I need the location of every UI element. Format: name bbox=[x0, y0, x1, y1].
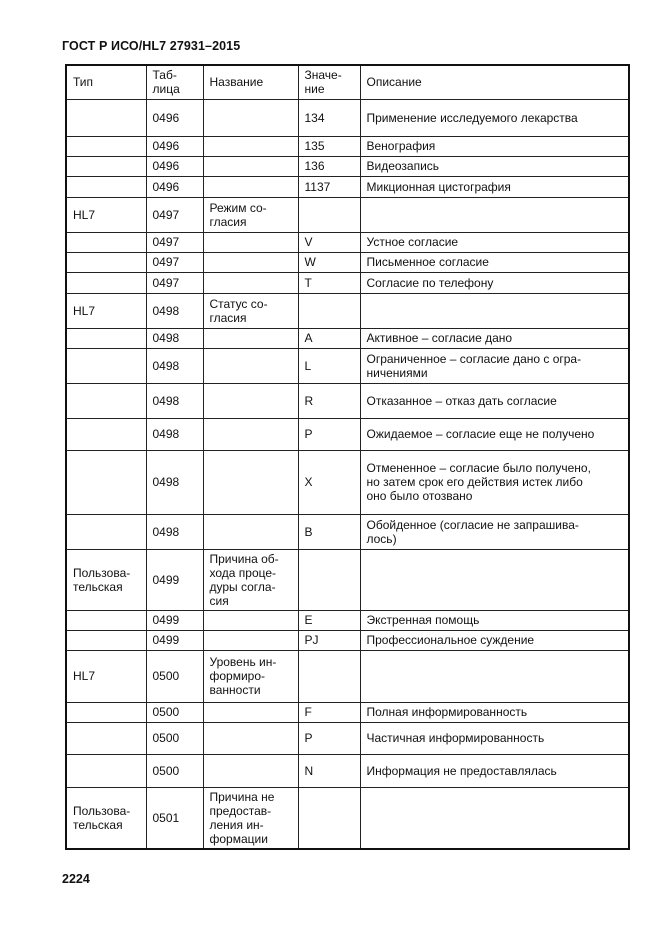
cell-type bbox=[66, 99, 146, 136]
cell-table: 0497 bbox=[146, 272, 203, 293]
cell-table: 0498 bbox=[146, 418, 203, 450]
cell-type: HL7 bbox=[66, 650, 146, 702]
cell-value: V bbox=[298, 232, 360, 252]
cell-table: 0498 bbox=[146, 450, 203, 514]
table-row bbox=[66, 272, 629, 293]
cell-table: 0497 bbox=[146, 232, 203, 252]
cell-description bbox=[360, 549, 629, 610]
cell-table: 0497 bbox=[146, 197, 203, 232]
cell-name bbox=[203, 136, 298, 156]
table-row bbox=[66, 722, 629, 754]
cell-table: 0496 bbox=[146, 99, 203, 136]
cell-table: 0497 bbox=[146, 252, 203, 272]
cell-value: 136 bbox=[298, 156, 360, 176]
cell-description: Профессиональное суждение bbox=[360, 630, 629, 650]
cell-value: R bbox=[298, 383, 360, 418]
cell-name: Статус со- гласия bbox=[203, 293, 298, 328]
table-row bbox=[66, 549, 629, 610]
cell-value: B bbox=[298, 514, 360, 549]
cell-type bbox=[66, 418, 146, 450]
cell-table: 0500 bbox=[146, 702, 203, 722]
cell-description: Активное – согласие дано bbox=[360, 328, 629, 348]
column-header: Название bbox=[203, 65, 298, 99]
table-row bbox=[66, 754, 629, 787]
cell-table: 0496 bbox=[146, 156, 203, 176]
table-row bbox=[66, 197, 629, 232]
cell-name bbox=[203, 328, 298, 348]
cell-type bbox=[66, 722, 146, 754]
cell-table: 0500 bbox=[146, 754, 203, 787]
cell-type: HL7 bbox=[66, 197, 146, 232]
cell-value: 1137 bbox=[298, 176, 360, 197]
table-row bbox=[66, 514, 629, 549]
column-header: Таб- лица bbox=[146, 65, 203, 99]
cell-value: 135 bbox=[298, 136, 360, 156]
table-row bbox=[66, 99, 629, 136]
cell-name bbox=[203, 232, 298, 252]
cell-name: Причина не предостав- ления ин- формации bbox=[203, 787, 298, 849]
table-row bbox=[66, 702, 629, 722]
table-row bbox=[66, 348, 629, 383]
cell-table: 0500 bbox=[146, 650, 203, 702]
table-row bbox=[66, 650, 629, 702]
cell-table: 0496 bbox=[146, 176, 203, 197]
cell-table: 0499 bbox=[146, 630, 203, 650]
cell-value: L bbox=[298, 348, 360, 383]
cell-value: A bbox=[298, 328, 360, 348]
cell-table: 0500 bbox=[146, 722, 203, 754]
cell-name bbox=[203, 610, 298, 630]
column-header: Тип bbox=[66, 65, 146, 99]
cell-type bbox=[66, 272, 146, 293]
cell-table: 0498 bbox=[146, 348, 203, 383]
cell-name bbox=[203, 450, 298, 514]
cell-value: P bbox=[298, 722, 360, 754]
column-header: Значе- ние bbox=[298, 65, 360, 99]
cell-description: Письменное согласие bbox=[360, 252, 629, 272]
cell-type bbox=[66, 450, 146, 514]
cell-name bbox=[203, 348, 298, 383]
cell-name bbox=[203, 99, 298, 136]
cell-value: T bbox=[298, 272, 360, 293]
cell-value bbox=[298, 549, 360, 610]
cell-name: Уровень ин- формиро- ванности bbox=[203, 650, 298, 702]
cell-table: 0499 bbox=[146, 549, 203, 610]
table-row bbox=[66, 176, 629, 197]
cell-name bbox=[203, 754, 298, 787]
cell-name bbox=[203, 272, 298, 293]
table-row bbox=[66, 630, 629, 650]
table-row bbox=[66, 787, 629, 849]
cell-name bbox=[203, 383, 298, 418]
cell-description: Ограниченное – согласие дано с огра- ничениями bbox=[360, 348, 629, 383]
cell-type bbox=[66, 610, 146, 630]
table-header-row bbox=[66, 65, 629, 99]
cell-description bbox=[360, 293, 629, 328]
cell-description: Частичная информированность bbox=[360, 722, 629, 754]
cell-table: 0501 bbox=[146, 787, 203, 849]
cell-name bbox=[203, 252, 298, 272]
cell-type bbox=[66, 176, 146, 197]
cell-description: Полная информированность bbox=[360, 702, 629, 722]
cell-table: 0498 bbox=[146, 293, 203, 328]
cell-value bbox=[298, 197, 360, 232]
table-row bbox=[66, 450, 629, 514]
cell-value: N bbox=[298, 754, 360, 787]
cell-name bbox=[203, 156, 298, 176]
cell-type bbox=[66, 232, 146, 252]
cell-table: 0498 bbox=[146, 514, 203, 549]
cell-type bbox=[66, 252, 146, 272]
document-header: ГОСТ Р ИСО/HL7 27931–2015 bbox=[62, 39, 241, 53]
cell-type bbox=[66, 156, 146, 176]
cell-name bbox=[203, 630, 298, 650]
table-row bbox=[66, 252, 629, 272]
cell-description: Обойденное (согласие не запрашива- лось) bbox=[360, 514, 629, 549]
cell-value: F bbox=[298, 702, 360, 722]
cell-description: Устное согласие bbox=[360, 232, 629, 252]
table-row bbox=[66, 383, 629, 418]
cell-name bbox=[203, 418, 298, 450]
cell-value: W bbox=[298, 252, 360, 272]
cell-value: X bbox=[298, 450, 360, 514]
cell-type bbox=[66, 630, 146, 650]
cell-table: 0496 bbox=[146, 136, 203, 156]
cell-description: Видеозапись bbox=[360, 156, 629, 176]
cell-type bbox=[66, 383, 146, 418]
cell-description: Информация не предоставлялась bbox=[360, 754, 629, 787]
cell-description bbox=[360, 787, 629, 849]
table-row bbox=[66, 293, 629, 328]
cell-description: Венография bbox=[360, 136, 629, 156]
cell-value bbox=[298, 293, 360, 328]
cell-type: Пользова- тельская bbox=[66, 787, 146, 849]
cell-description: Отказанное – отказ дать согласие bbox=[360, 383, 629, 418]
cell-type bbox=[66, 328, 146, 348]
cell-value bbox=[298, 787, 360, 849]
cell-type bbox=[66, 514, 146, 549]
cell-description: Микционная цистография bbox=[360, 176, 629, 197]
cell-value bbox=[298, 650, 360, 702]
cell-value: 134 bbox=[298, 99, 360, 136]
page-number: 2224 bbox=[62, 872, 90, 886]
table-row bbox=[66, 232, 629, 252]
cell-table: 0498 bbox=[146, 383, 203, 418]
cell-name: Причина об- хода проце- дуры согла- сия bbox=[203, 549, 298, 610]
cell-name bbox=[203, 514, 298, 549]
cell-value: E bbox=[298, 610, 360, 630]
cell-type: HL7 bbox=[66, 293, 146, 328]
cell-type: Пользова- тельская bbox=[66, 549, 146, 610]
cell-value: P bbox=[298, 418, 360, 450]
column-header: Описание bbox=[360, 65, 629, 99]
cell-type bbox=[66, 754, 146, 787]
table-row bbox=[66, 328, 629, 348]
cell-name bbox=[203, 176, 298, 197]
cell-table: 0498 bbox=[146, 328, 203, 348]
cell-description: Экстренная помощь bbox=[360, 610, 629, 630]
cell-description bbox=[360, 650, 629, 702]
cell-name bbox=[203, 702, 298, 722]
cell-description: Применение исследуемого лекарства bbox=[360, 99, 629, 136]
cell-description: Ожидаемое – согласие еще не получено bbox=[360, 418, 629, 450]
table-row bbox=[66, 136, 629, 156]
cell-table: 0499 bbox=[146, 610, 203, 630]
table-row bbox=[66, 156, 629, 176]
cell-type bbox=[66, 702, 146, 722]
cell-type bbox=[66, 348, 146, 383]
cell-name bbox=[203, 722, 298, 754]
cell-description: Отмененное – согласие было получено, но затем срок его действия истек либо оно было отозвано bbox=[360, 450, 629, 514]
cell-name: Режим со- гласия bbox=[203, 197, 298, 232]
cell-description bbox=[360, 197, 629, 232]
code-table bbox=[65, 64, 630, 850]
cell-value: PJ bbox=[298, 630, 360, 650]
cell-description: Согласие по телефону bbox=[360, 272, 629, 293]
cell-type bbox=[66, 136, 146, 156]
table-row bbox=[66, 610, 629, 630]
table-row bbox=[66, 418, 629, 450]
